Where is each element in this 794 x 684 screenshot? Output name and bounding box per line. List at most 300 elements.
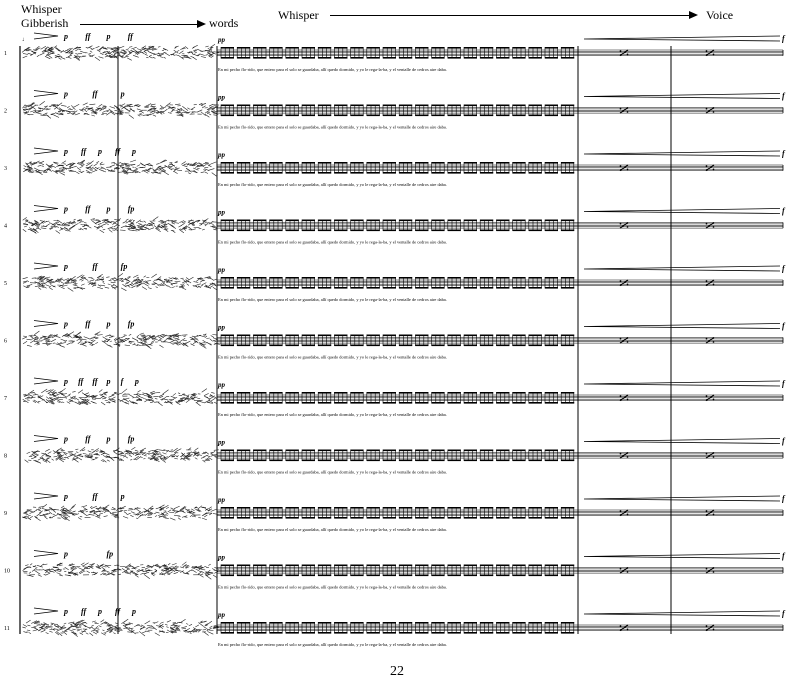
scribble-stroke: [22, 627, 25, 628]
scribble-stroke: [100, 573, 104, 575]
note-beam: [415, 575, 428, 577]
scribble-stroke: [80, 167, 83, 168]
note-beam: [513, 335, 526, 337]
repeat-dot: [627, 54, 629, 56]
scribble-stroke: [138, 115, 141, 117]
scribble-stroke: [151, 566, 154, 567]
staff-number: 8: [4, 453, 7, 460]
scribble-stroke: [151, 394, 154, 395]
dynamic-f: f: [782, 321, 785, 331]
scribble-stroke: [160, 105, 162, 106]
scribble-stroke: [100, 230, 105, 233]
scribble-stroke: [210, 286, 213, 288]
note-beam: [367, 47, 380, 49]
note-beam: [496, 575, 509, 577]
scribble-stroke: [129, 334, 131, 335]
crescendo-hairpin: [584, 94, 780, 99]
note-beam: [529, 220, 542, 222]
scribble-stroke: [131, 447, 135, 450]
scribble-stroke: [204, 632, 209, 636]
note-beam: [351, 57, 364, 59]
note-beam: [496, 335, 509, 337]
note-beam: [334, 402, 347, 404]
note-beam: [480, 345, 493, 347]
scribble-stroke: [62, 402, 64, 403]
scribble-stroke: [183, 279, 186, 281]
scribble-stroke: [145, 621, 151, 624]
dynamic-pp: pp: [218, 381, 225, 389]
scribble-stroke: [206, 338, 210, 339]
note-beam: [399, 632, 412, 634]
note-beam: [270, 517, 283, 519]
scribble-stroke: [164, 52, 170, 56]
note-beam: [529, 632, 542, 634]
scribble-stroke: [27, 345, 32, 346]
scribble-stroke: [138, 224, 142, 225]
scribble-stroke: [30, 512, 34, 514]
scribble-stroke: [123, 516, 128, 518]
repeat-dot: [713, 111, 715, 113]
note-beam: [237, 115, 250, 117]
note-beam: [221, 230, 234, 232]
note-beam: [237, 230, 250, 232]
scribble-stroke: [171, 285, 173, 286]
note-beam: [399, 335, 412, 337]
scribble-stroke: [126, 219, 129, 221]
scribble-stroke: [103, 397, 106, 398]
scribble-stroke: [28, 171, 31, 172]
scribble-stroke: [160, 160, 166, 164]
note-beam: [383, 345, 396, 347]
dynamic-mark: p: [64, 377, 68, 386]
note-beam: [253, 575, 266, 577]
scribble-stroke: [169, 451, 172, 452]
note-beam: [513, 57, 526, 59]
repeat-dot: [713, 456, 715, 458]
scribble-stroke: [37, 344, 40, 345]
scribble-stroke: [142, 287, 147, 290]
note-beam: [513, 622, 526, 624]
note-beam: [415, 220, 428, 222]
note-beam: [302, 162, 315, 164]
note-beam: [399, 517, 412, 519]
note-beam: [367, 220, 380, 222]
repeat-dot: [713, 169, 715, 171]
note-beam: [302, 402, 315, 404]
scribble-stroke: [34, 451, 40, 452]
scribble-stroke: [168, 563, 170, 565]
note-beam: [432, 57, 445, 59]
scribble-stroke: [92, 109, 94, 110]
scribble-stroke: [74, 402, 80, 405]
note-beam: [270, 287, 283, 289]
scribble-stroke: [213, 52, 219, 53]
scribble-stroke: [53, 629, 55, 630]
scribble-stroke: [40, 53, 45, 55]
note-beam: [367, 392, 380, 394]
scribble-stroke: [209, 165, 212, 166]
note-beam: [432, 632, 445, 634]
note-beam: [415, 402, 428, 404]
scribble-stroke: [28, 390, 34, 394]
note-beam: [286, 115, 299, 117]
scribble-stroke: [81, 506, 87, 507]
note-beam: [367, 287, 380, 289]
scribble-stroke: [177, 50, 179, 51]
note-beam: [351, 507, 364, 509]
staff-number: 1: [4, 51, 7, 57]
repeat-dot: [713, 54, 715, 56]
note-beam: [318, 220, 331, 222]
dynamic-mark: p: [64, 32, 68, 41]
scribble-stroke: [29, 633, 31, 634]
scribble-stroke: [142, 567, 145, 568]
note-beam: [318, 460, 331, 462]
note-beam: [286, 565, 299, 567]
scribble-stroke: [104, 394, 107, 396]
scribble-stroke: [65, 575, 71, 576]
scribble-stroke: [210, 626, 213, 628]
scribble-stroke: [189, 624, 192, 626]
note-beam: [253, 47, 266, 49]
dynamic-mark: p: [106, 32, 111, 41]
scribble-stroke: [214, 450, 219, 451]
scribble-stroke: [23, 341, 27, 344]
note-beam: [545, 220, 558, 222]
scribble-stroke: [155, 633, 160, 636]
scribble-stroke: [206, 452, 209, 454]
note-beam: [367, 230, 380, 232]
note-beam: [529, 517, 542, 519]
note-beam: [302, 450, 315, 452]
scribble-stroke: [125, 398, 129, 399]
note-beam: [399, 115, 412, 117]
scribble-stroke: [75, 449, 78, 450]
scribble-stroke: [155, 516, 157, 517]
staff-number: 3: [4, 166, 7, 172]
scribble-stroke: [160, 167, 163, 168]
note-beam: [318, 335, 331, 337]
note-beam: [529, 287, 542, 289]
scribble-stroke: [28, 102, 34, 107]
note-beam: [221, 632, 234, 634]
note-beam: [513, 345, 526, 347]
scribble-stroke: [163, 107, 166, 108]
scribble-stroke: [51, 623, 55, 624]
scribble-stroke: [39, 288, 42, 290]
scribble-stroke: [73, 335, 76, 336]
note-beam: [545, 575, 558, 577]
dynamic-mark: ff: [92, 262, 98, 271]
scribble-stroke: [199, 225, 202, 226]
note-beam: [448, 345, 461, 347]
note-beam: [545, 460, 558, 462]
dynamic-f: f: [782, 91, 785, 101]
note-beam: [270, 162, 283, 164]
dynamic-mark: fp: [127, 204, 135, 214]
note-beam: [286, 47, 299, 49]
note-beam: [334, 230, 347, 232]
scribble-stroke: [102, 111, 106, 113]
scribble-stroke: [125, 456, 128, 458]
scribble-stroke: [99, 513, 103, 514]
note-beam: [561, 632, 574, 634]
scribble-stroke: [188, 510, 190, 511]
scribble-stroke: [148, 451, 151, 452]
scribble-stroke: [73, 104, 79, 107]
note-beam: [351, 517, 364, 519]
note-beam: [351, 460, 364, 462]
scribble-stroke: [163, 109, 168, 112]
note-beam: [529, 460, 542, 462]
note-beam: [464, 402, 477, 404]
decrescendo-hairpin: [34, 321, 58, 327]
dynamic-mark: p: [64, 89, 68, 99]
note-beam: [383, 565, 396, 567]
scribble-stroke: [84, 337, 90, 339]
scribble-stroke: [54, 456, 58, 457]
note-beam: [464, 172, 477, 174]
scribble-stroke: [56, 281, 60, 282]
scribble-stroke: [151, 104, 156, 105]
scribble-stroke: [207, 456, 210, 457]
note-beam: [367, 575, 380, 577]
note-beam: [302, 335, 315, 337]
note-beam: [334, 277, 347, 279]
dynamic-mark: p: [64, 262, 68, 271]
scribble-stroke: [82, 450, 85, 451]
scribble-stroke: [57, 571, 61, 572]
scribble-stroke: [119, 114, 122, 115]
note-beam: [545, 345, 558, 347]
scribble-stroke: [158, 456, 162, 457]
note-beam: [383, 575, 396, 577]
scribble-stroke: [126, 53, 131, 56]
note-beam: [253, 565, 266, 567]
decrescendo-hairpin: [34, 148, 58, 154]
note-beam: [334, 622, 347, 624]
repeat-dot: [706, 625, 708, 627]
dynamic-f: f: [782, 436, 785, 446]
note-beam: [286, 507, 299, 509]
repeat-dot: [627, 514, 629, 516]
note-beam: [334, 517, 347, 519]
note-beam: [399, 47, 412, 49]
note-beam: [415, 162, 428, 164]
scribble-stroke: [53, 510, 56, 512]
note-beam: [253, 172, 266, 174]
scribble-stroke: [93, 632, 97, 634]
scribble-stroke: [160, 622, 164, 624]
note-beam: [561, 172, 574, 174]
note-beam: [399, 460, 412, 462]
dynamic-f: f: [782, 149, 785, 158]
scribble-stroke: [71, 106, 73, 107]
scribble-stroke: [145, 568, 149, 569]
scribble-stroke: [131, 286, 135, 288]
scribble-stroke: [77, 168, 81, 171]
scribble-stroke: [94, 513, 100, 517]
repeat-dot: [713, 341, 715, 343]
note-beam: [399, 162, 412, 164]
scribble-stroke: [131, 628, 133, 629]
repeat-dot: [627, 341, 629, 343]
note-beam: [399, 57, 412, 59]
dynamic-pp: pp: [218, 266, 225, 274]
scribble-stroke: [97, 335, 102, 336]
note-beam: [545, 335, 558, 337]
note-beam: [529, 507, 542, 509]
scribble-stroke: [207, 113, 210, 114]
scribble-stroke: [68, 516, 70, 517]
scribble-stroke: [60, 514, 63, 515]
scribble-stroke: [147, 104, 151, 106]
scribble-stroke: [153, 57, 156, 58]
scribble-stroke: [33, 630, 38, 631]
note-beam: [545, 162, 558, 164]
scribble-stroke: [191, 509, 194, 511]
note-beam: [383, 230, 396, 232]
scribble-stroke: [77, 629, 82, 630]
note-beam: [496, 622, 509, 624]
scribble-stroke: [99, 104, 103, 107]
scribble-stroke: [103, 574, 107, 575]
note-beam: [529, 47, 542, 49]
decrescendo-hairpin: [34, 378, 58, 384]
note-beam: [253, 230, 266, 232]
note-beam: [545, 450, 558, 452]
note-beam: [415, 115, 428, 117]
scribble-stroke: [163, 459, 165, 460]
gibberish-scribble: [23, 388, 218, 406]
note-beam: [286, 575, 299, 577]
repeat-dot: [627, 456, 629, 458]
note-beam: [415, 172, 428, 174]
dynamic-mark: p: [64, 607, 68, 616]
staff-number: 4: [4, 223, 7, 230]
note-beam: [561, 517, 574, 519]
note-beam: [432, 172, 445, 174]
note-beam: [334, 57, 347, 59]
scribble-stroke: [133, 55, 139, 57]
note-beam: [496, 172, 509, 174]
note-beam: [270, 345, 283, 347]
note-beam: [383, 162, 396, 164]
scribble-stroke: [121, 336, 125, 338]
scribble-stroke: [23, 56, 28, 58]
scribble-stroke: [188, 277, 193, 280]
note-beam: [351, 575, 364, 577]
note-beam: [237, 622, 250, 624]
note-beam: [286, 632, 299, 634]
note-beam: [334, 162, 347, 164]
note-beam: [237, 287, 250, 289]
scribble-stroke: [101, 402, 105, 405]
scribble-stroke: [57, 448, 62, 451]
scribble-stroke: [95, 516, 100, 518]
note-beam: [464, 632, 477, 634]
dynamic-mark: p: [120, 492, 125, 501]
repeat-dot: [620, 165, 622, 167]
note-beam: [513, 230, 526, 232]
note-beam: [302, 575, 315, 577]
note-beam: [351, 277, 364, 279]
scribble-stroke: [103, 224, 107, 226]
scribble-stroke: [67, 455, 72, 457]
dynamic-mark: fp: [127, 434, 135, 444]
note-beam: [513, 287, 526, 289]
note-beam: [415, 287, 428, 289]
dynamic-mark: ff: [115, 607, 121, 616]
crescendo-hairpin: [584, 36, 780, 41]
scribble-stroke: [128, 51, 131, 52]
note-beam: [351, 47, 364, 49]
note-beam: [545, 622, 558, 624]
note-beam: [415, 450, 428, 452]
note-beam: [367, 460, 380, 462]
gibberish-scribble: [22, 44, 219, 60]
scribble-stroke: [25, 460, 29, 463]
note-beam: [221, 460, 234, 462]
scribble-stroke: [38, 287, 40, 288]
note-beam: [561, 565, 574, 567]
staff-number: 10: [4, 568, 10, 575]
scribble-stroke: [57, 105, 59, 106]
scribble-stroke: [205, 285, 208, 286]
scribble-stroke: [213, 287, 217, 290]
scribble-stroke: [61, 282, 64, 283]
scribble-stroke: [102, 567, 105, 569]
lyric-text: En mi pecho flo-rido, que entero para el solo se guardaba, allí quedo dormido, y yo le rega-la-ba, y el ventalle de cedros aire daba.: [218, 239, 447, 245]
scribble-stroke: [148, 46, 150, 47]
lyric-text: En mi pecho flo-rido, que entero para el solo se guardaba, allí quedo dormido, y yo le rega-la-ba, y el ventalle de cedros aire daba.: [218, 469, 447, 475]
scribble-stroke: [61, 287, 65, 289]
scribble-stroke: [112, 507, 116, 509]
note-beam: [286, 105, 299, 107]
dynamic-mark: ff: [78, 377, 84, 386]
scribble-stroke: [89, 633, 93, 636]
note-beam: [448, 335, 461, 337]
note-beam: [448, 460, 461, 462]
note-beam: [270, 277, 283, 279]
note-beam: [561, 115, 574, 117]
scribble-stroke: [198, 572, 202, 574]
scribble-stroke: [209, 507, 212, 509]
scribble-stroke: [69, 394, 71, 395]
note-beam: [318, 517, 331, 519]
note-beam: [545, 402, 558, 404]
dynamic-mark: fp: [106, 549, 114, 559]
scribble-stroke: [164, 229, 169, 230]
note-beam: [253, 287, 266, 289]
scribble-stroke: [195, 569, 197, 570]
dynamic-mark: ff: [85, 319, 91, 329]
note-beam: [545, 115, 558, 117]
scribble-stroke: [180, 619, 185, 622]
dynamic-mark: ff: [92, 492, 98, 501]
scribble-stroke: [126, 49, 129, 51]
scribble-stroke: [196, 402, 199, 403]
scribble-stroke: [201, 112, 206, 116]
scribble-stroke: [85, 110, 87, 112]
scribble-stroke: [187, 108, 189, 110]
scribble-stroke: [176, 571, 182, 572]
scribble-stroke: [90, 506, 92, 508]
scribble-stroke: [155, 398, 158, 399]
note-beam: [496, 345, 509, 347]
scribble-stroke: [51, 624, 53, 625]
scribble-stroke: [206, 628, 208, 630]
